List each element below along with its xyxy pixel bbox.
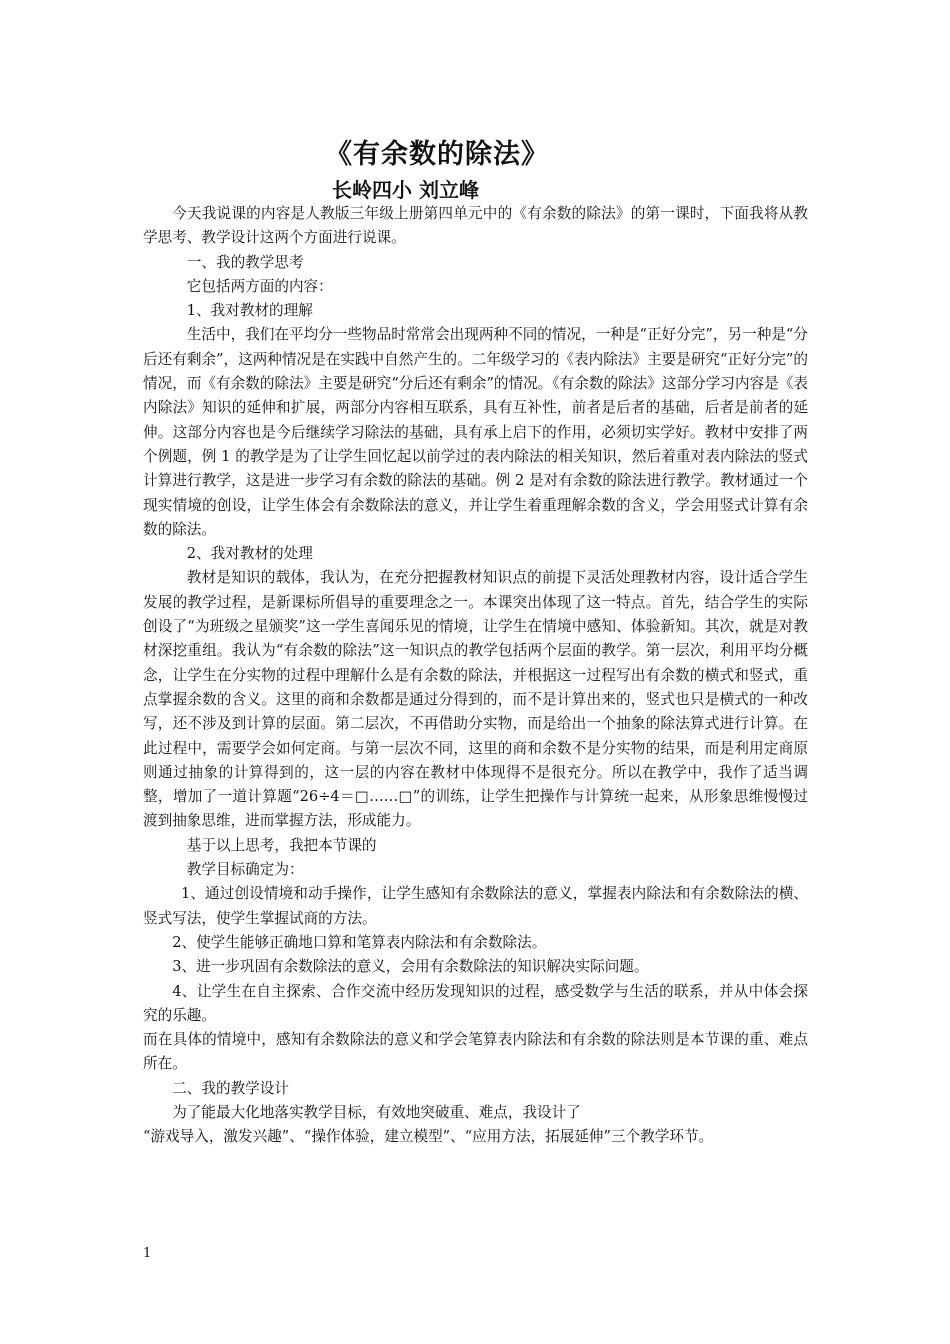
goal-item-1: 1、通过创设情境和动手操作，让学生感知有余数除法的意义，掌握表内除法和有余数除法的横、竖式写法，使学生掌握试商的方法。: [143, 885, 808, 927]
paragraph-intro: 今天我说课的内容是人教版三年级上册第四单元中的《有余数的除法》的第一课时，下面我将从教学思考、教学设计这两个方面进行说课。: [143, 205, 808, 247]
document-title: 《有余数的除法》: [325, 139, 549, 170]
paragraph-design-intro: 为了能最大化地落实教学目标，有效地突破重、难点，我设计了: [172, 1103, 581, 1121]
document-body: [143, 202, 808, 1150]
section-heading-design: 二、我的教学设计: [172, 1079, 289, 1097]
paragraph-understanding: 生活中，我们在平均分一些物品时常常会出现两种不同的情况，一种是“正好分完”，另一种是“分后还有剩余”，这两种情况是在实践中自然产生的。二年级学习的《表内除法》主要是研究“正好分完”的情况，而《有余数的除法》主要是研究“分后还有剩余”的情况。《有余数的除法》这部分学习内容是《表内除法》知识的延伸和扩展，两部分内容相互联系，具有互补性，前者是后者的基础，后者是前者的延伸。这部分内容也是今后继续学习除法的基础，具有承上启下的作用，必须切实学好。教材中安排了两个例题，例 1 的教学是为了让学生回忆起以前学过的表内除法的相关知识，然后着重对表内除法的竖式计算进行教学，这是进一步学习有余数的除法的基础。例 2 是对有余数的除法进行教学。教材通过一个现实情境的创设，让学生体会有余数除法的意义，并让学生着重理解余数的含义，学会用竖式计算有余数的除法。: [143, 326, 808, 538]
paragraph-two-aspects: 它包括两方面的内容：: [186, 277, 333, 295]
goal-item-2: 2、使学生能够正确地口算和笔算表内除法和有余数除法。: [172, 933, 547, 951]
paragraph-handling: 教材是知识的载体，我认为，在充分把握教材知识点的前提下灵活处理教材内容，设计适合学生发展的教学过程，是新课标所倡导的重要理念之一。本课突出体现了这一特点。首先，结合学生的实际创设了“为班级之星颁奖”这一学生喜闻乐见的情境，让学生在情境中感知、体验新知。其次，就是对教材深挖重组。我认为“有余数的除法”这一知识点的教学包括两个层面的教学。第一层次，利用平均分概念，让学生在分实物的过程中理解什么是有余数的除法，并根据这一过程写出有余数的横式和竖式，重点掌握余数的含义。这里的商和余数都是通过分得到的，而不是计算出来的，竖式也只是横式的一种改写，还不涉及到计算的层面。第二层次，不再借助分实物，而是给出一个抽象的除法算式进行计算。在此过程中，需要学会如何定商。与第一层次不同，这里的商和余数不是分实物的结果，而是利用定商原则通过抽象的计算得到的，这一层的内容在教材中体现得不是很充分。所以在教学中，我作了适当调整，增加了一道计算题“26÷4＝□……□”的训练，让学生把操作与计算统一起来，从形象思维慢慢过渡到抽象思维，进而掌握方法，形成能力。: [143, 569, 808, 830]
page-number: 1: [143, 1246, 152, 1261]
paragraph-key-points: 而在具体的情境中，感知有余数除法的意义和学会笔算表内除法和有余数的除法则是本节课的重、难点所在。: [143, 1031, 808, 1073]
paragraph-goals-label: 教学目标确定为：: [186, 861, 304, 879]
section-heading-thinking: 一、我的教学思考: [186, 253, 304, 271]
subheading-handling: 2、我对教材的处理: [186, 545, 313, 563]
document-author: 长岭四小 刘立峰: [332, 178, 479, 202]
goal-item-3: 3、进一步巩固有余数除法的意义，会用有余数除法的知识解决实际问题。: [172, 958, 649, 976]
goal-item-4: 4、让学生在自主探索、合作交流中经历发现知识的过程，感受数学与生活的联系，并从中体会探究的乐趣。: [143, 982, 808, 1024]
subheading-understanding: 1、我对教材的理解: [186, 302, 313, 320]
paragraph-three-stages: “游戏导入，激发兴趣”、“操作体验，建立模型”、“应用方法，拓展延伸”三个教学环节。: [143, 1128, 714, 1146]
paragraph-based-on: 基于以上思考，我把本节课的: [186, 836, 377, 854]
